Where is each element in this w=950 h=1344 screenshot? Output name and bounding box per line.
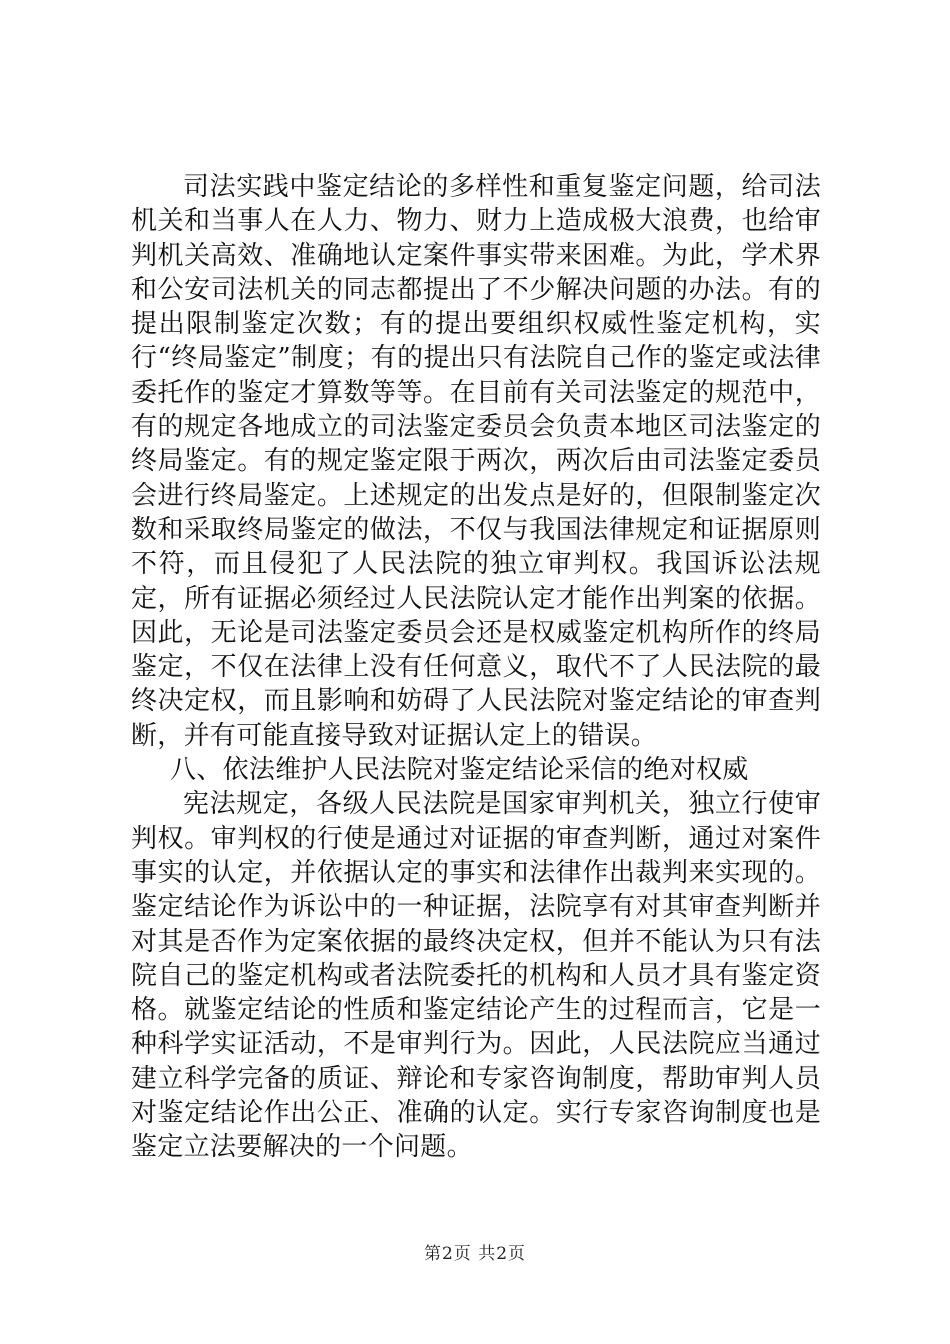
section-heading-eight: 八、依法维护人民法院对鉴定结论采信的绝对权威 <box>170 755 749 786</box>
page-number-footer: 第2页 共2页 <box>423 1244 527 1264</box>
document-body <box>131 170 821 1165</box>
paragraph-repeat-appraisal: 司法实践中鉴定结论的多样性和重复鉴定问题，给司法机关和当事人在人力、物力、财力上造成极大浪费，也给审判机关高效、准确地认定案件事实带来困难。为此，学术界和公安司法机关的同志都提出了不少解决问题的办法。有的提出限制鉴定次数；有的提出要组织权威性鉴定机构，实行“终局鉴定”制度；有的提出只有法院自己作的鉴定或法律委托作的鉴定才算数等等。在目前有关司法鉴定的规范中，有的规定各地成立的司法鉴定委员会负责本地区司法鉴定的终局鉴定。有的规定鉴定限于两次，两次后由司法鉴定委员会进行终局鉴定。上述规定的出发点是好的，但限制鉴定次数和采取终局鉴定的做法，不仅与我国法律规定和证据原则不符，而且侵犯了人民法院的独立审判权。我国诉讼法规定，所有证据必须经过人民法院认定才能作出判案的依据。因此，无论是司法鉴定委员会还是权威鉴定机构所作的终局鉴定，不仅在法律上没有任何意义，取代不了人民法院的最终决定权，而且影响和妨碍了人民法院对鉴定结论的审查判断，并有可能直接导致对证据认定上的错误。 <box>131 172 821 751</box>
paragraph-constitution: 宪法规定，各级人民法院是国家审判机关，独立行使审判权。审判权的行使是通过对证据的审查判断，通过对案件事实的认定，并依据认定的事实和法律作出裁判来实现的。鉴定结论作为诉讼中的一种证据，法院享有对其审查判断并对其是否作为定案依据的最终决定权，但并不能认为只有法院自己的鉴定机构或者法院委托的机构和人员才具有鉴定资格。就鉴定结论的性质和鉴定结论产生的过程而言，它是一种科学实证活动，不是审判行为。因此，人民法院应当通过建立科学完备的质证、辩论和专家咨询制度，帮助审判人员对鉴定结论作出公正、准确的认定。实行专家咨询制度也是鉴定立法要解决的一个问题。 <box>131 789 821 1163</box>
